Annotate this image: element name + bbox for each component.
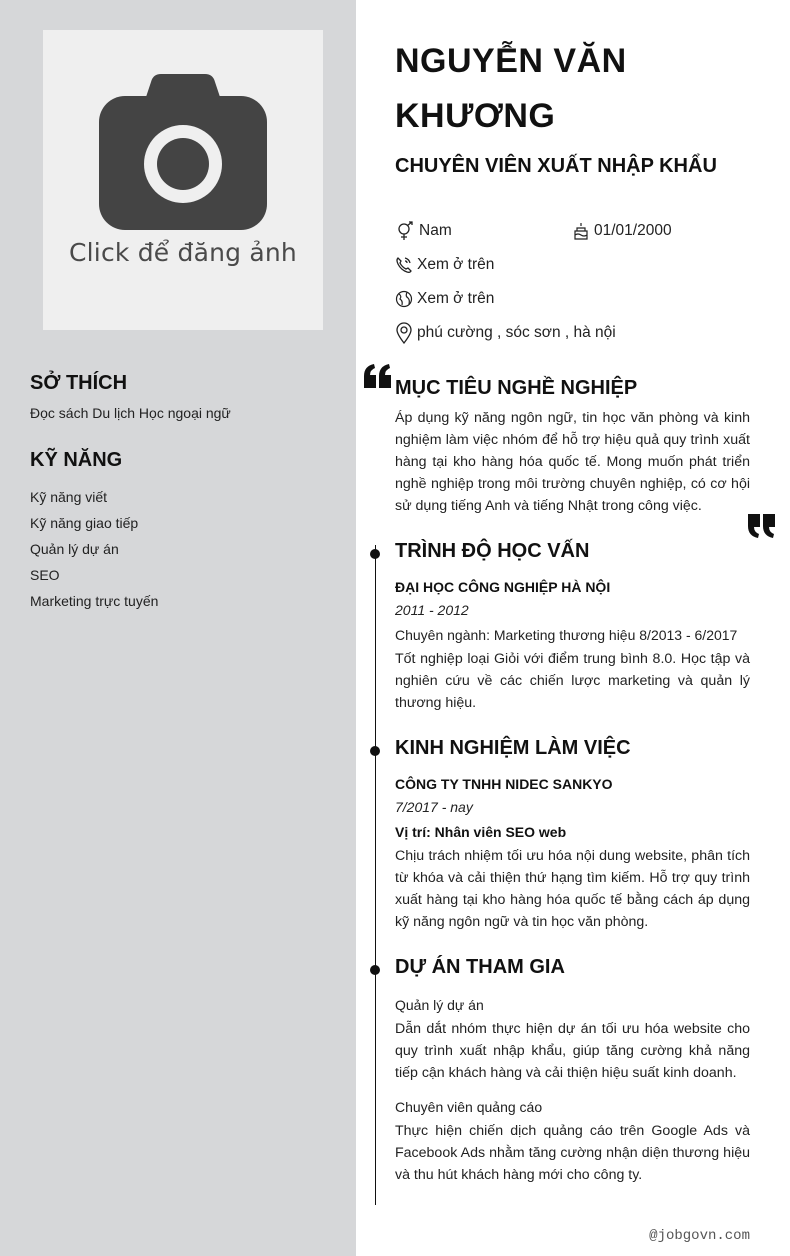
address-text: phú cường , sóc sơn , hà nội (417, 324, 616, 341)
website-text: Xem ở trên (417, 290, 495, 307)
timeline-dot (370, 746, 380, 756)
objective-title: MỤC TIÊU NGHỀ NGHIỆP (395, 377, 638, 399)
education-title: TRÌNH ĐỘ HỌC VẤN (395, 540, 590, 562)
timeline-dot (370, 965, 380, 975)
globe-icon (395, 289, 413, 309)
timeline-line (375, 545, 376, 1205)
gender-icon (395, 221, 415, 241)
experience-company: CÔNG TY TNHH NIDEC SANKYO (395, 776, 613, 792)
phone-info (395, 255, 494, 275)
phone-text: Xem ở trên (417, 256, 495, 273)
skill-item: Quản lý dự án (30, 541, 119, 557)
project-description: Thực hiện chiến dịch quảng cáo trên Google Ads và Facebook Ads nhằm tăng cường nhận diện thương hiệu và thu hút khách hàng mới cho công ty. (395, 1123, 750, 1183)
skills-list (30, 484, 330, 614)
website-info (395, 289, 494, 309)
camera-icon (99, 74, 267, 230)
quote-close-icon (748, 514, 776, 538)
experience-period: 7/2017 - nay (395, 799, 473, 815)
experience-title: KINH NGHIỆM LÀM VIỆC (395, 737, 631, 759)
sidebar (0, 0, 356, 1256)
skills-title: KỸ NĂNG (30, 449, 123, 471)
hobbies-section (30, 372, 330, 421)
project-description: Dẫn dắt nhóm thực hiện dự án tối ưu hóa website cho quy trình xuất nhập khẩu, giúp tăng cường khả năng tiếp cận khách hàng và cải thiện hiệu suất kinh doanh. (395, 1021, 750, 1081)
timeline-dot (370, 549, 380, 559)
skill-item: SEO (30, 567, 60, 583)
job-title: CHUYÊN VIÊN XUẤT NHẬP KHẨU (395, 155, 717, 177)
education-school: ĐẠI HỌC CÔNG NGHIỆP HÀ NỘI (395, 579, 611, 595)
hobbies-title: SỞ THÍCH (30, 372, 128, 394)
skill-item: Marketing trực tuyến (30, 593, 159, 609)
education-description: Tốt nghiệp loại Giỏi với điểm trung bình 8.0. Học tập và nghiên cứu về các chiến lược marketing và quản lý thương hiệu. (395, 651, 750, 711)
footer-brand: @jobgovn.com (649, 1228, 750, 1244)
skill-item: Kỹ năng viết (30, 489, 108, 505)
photo-upload[interactable] (43, 30, 323, 330)
project-name: Chuyên viên quảng cáo (395, 1099, 543, 1115)
skill-item: Kỹ năng giao tiếp (30, 515, 139, 531)
birthdate-info (572, 221, 672, 241)
gender-info (395, 221, 452, 241)
phone-icon (395, 255, 413, 275)
cake-icon (572, 221, 590, 241)
experience-description: Chịu trách nhiệm tối ưu hóa nội dung website, phân tích từ khóa và cải thiện thứ hạng tìm kiếm. Hỗ trợ quy trình xuất hàng tại kho hàng hóa quốc tế bằng cách áp dụng kỹ năng ngôn ngữ và tin học văn phòng. (395, 848, 750, 930)
map-pin-icon (395, 322, 413, 344)
skills-section (30, 449, 330, 614)
project-name: Quản lý dự án (395, 997, 484, 1013)
education-major: Chuyên ngành: Marketing thương hiệu 8/2013 - 6/2017 (395, 627, 738, 643)
projects-title: DỰ ÁN THAM GIA (395, 956, 565, 978)
birthdate-text: 01/01/2000 (594, 222, 672, 239)
photo-caption: Click để đăng ảnh (69, 238, 297, 267)
hobbies-text: Đọc sách Du lịch Học ngoại ngữ (30, 405, 231, 421)
address-info (395, 322, 616, 344)
candidate-name: NGUYỄN VĂN KHƯƠNG (395, 42, 627, 135)
education-period: 2011 - 2012 (395, 602, 469, 618)
quote-open-icon (364, 364, 392, 388)
experience-position: Vị trí: Nhân viên SEO web (395, 824, 567, 840)
objective-text: Áp dụng kỹ năng ngôn ngữ, tin học văn phòng và kinh nghiệm làm việc nhóm để hỗ trợ hiệu quả quy trình xuất hàng tại kho hàng hóa quốc tế. Mong muốn phát triển nghề nghiệp trong môi trường chuyên nghiệp, có cơ hội sử dụng tiếng Anh và tiếng Nhật trong công việc. (395, 410, 750, 514)
gender-text: Nam (419, 222, 452, 239)
